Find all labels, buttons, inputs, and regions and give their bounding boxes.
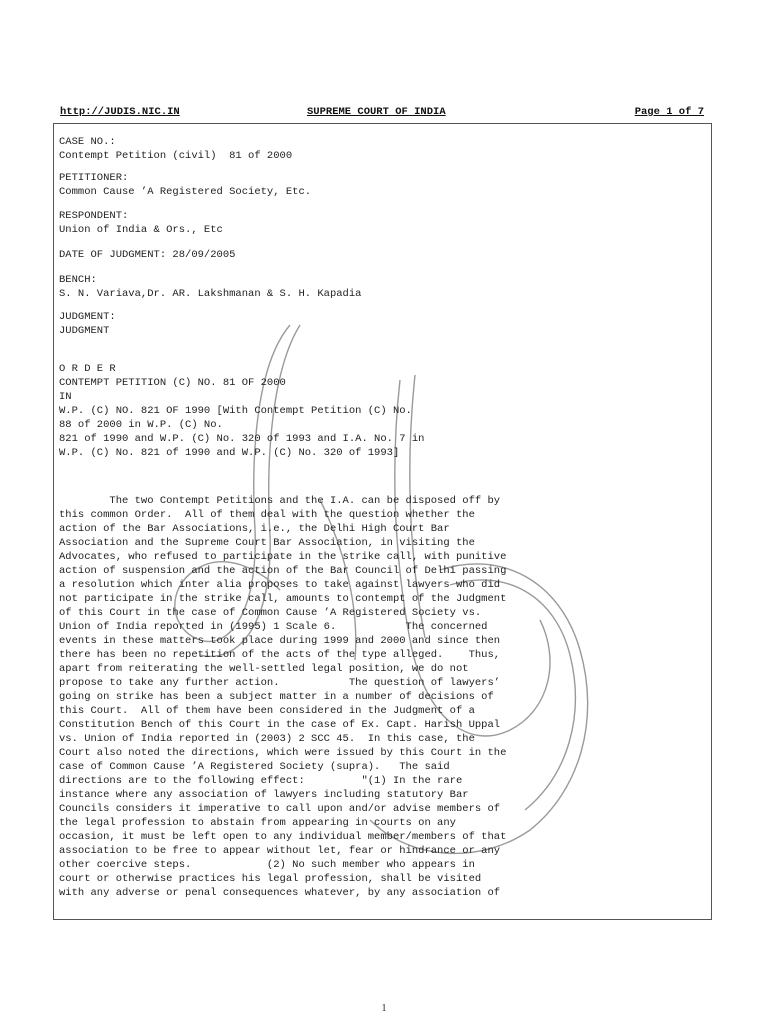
petitioner-label: PETITIONER:: [59, 172, 129, 184]
judgment-value: JUDGMENT: [59, 325, 110, 337]
body-line: apart from reiterating the well-settled legal position, we do not: [59, 663, 469, 675]
body-line: action of the Bar Associations, i.e., the Delhi High Court Bar: [59, 523, 450, 535]
body-line: directions are to the following effect: "(1) In the rare: [59, 775, 463, 787]
respondent-value: Union of India & Ors., Etc: [59, 224, 223, 236]
body-line: the legal profession to abstain from appearing in courts on any: [59, 817, 456, 829]
body-line: court or otherwise practices his legal profession, shall be visited: [59, 873, 482, 885]
body-line: Councils considers it imperative to call upon and/or advise members of: [59, 803, 501, 815]
body-line: action of suspension and the action of the Bar Council of Delhi passing: [59, 565, 507, 577]
footer-page-number: 1: [381, 1003, 387, 1014]
body-line: Union of India reported in (1995) 1 Scale 6. The concerned: [59, 621, 488, 633]
body-line: this common Order. All of them deal with the question whether the: [59, 509, 475, 521]
case-number-value: Contempt Petition (civil) 81 of 2000: [59, 150, 293, 162]
header-page-indicator: Page 1 of 7: [634, 106, 704, 118]
order-line: CONTEMPT PETITION (C) NO. 81 OF 2000: [59, 377, 286, 389]
body-line: occasion, it must be left open to any individual member/members of that: [59, 831, 507, 843]
body-line: other coercive steps. (2) No such member who appears in: [59, 859, 475, 871]
body-line: this Court. All of them have been considered in the Judgment of a: [59, 705, 475, 717]
body-line: going on strike has been a subject matter in a number of decisions of: [59, 691, 494, 703]
body-line: events in these matters took place during 1999 and 2000 and since then: [59, 635, 501, 647]
body-line: not participate in the strike call, amounts to contempt of the Judgment: [59, 593, 507, 605]
page-header: [60, 106, 704, 120]
body-line: there has been no repetition of the acts of the type alleged. Thus,: [59, 649, 501, 661]
header-court-name: SUPREME COURT OF INDIA: [307, 106, 446, 118]
order-line: W.P. (C) No. 821 of 1990 and W.P. (C) No. 320 of 1993]: [59, 447, 400, 459]
bench-label: BENCH:: [59, 274, 97, 286]
order-line: O R D E R: [59, 363, 116, 375]
date-of-judgment: DATE OF JUDGMENT: 28/09/2005: [59, 249, 236, 261]
bench-value: S. N. Variava,Dr. AR. Lakshmanan & S. H. Kapadia: [59, 288, 362, 300]
body-line: propose to take any further action. The question of lawyers’: [59, 677, 501, 689]
body-line: Association and the Supreme Court Bar Association, in visiting the: [59, 537, 475, 549]
body-line: instance where any association of lawyers including statutory Bar: [59, 789, 469, 801]
order-line: 88 of 2000 in W.P. (C) No.: [59, 419, 223, 431]
body-line: of this Court in the case of Common Cause ’A Registered Society vs.: [59, 607, 482, 619]
header-url[interactable]: http://JUDIS.NIC.IN: [60, 106, 180, 118]
body-line: The two Contempt Petitions and the I.A. can be disposed off by: [59, 495, 501, 507]
body-line: a resolution which inter alia proposes to take against lawyers who did: [59, 579, 501, 591]
body-line: vs. Union of India reported in (2003) 2 SCC 45. In this case, the: [59, 733, 475, 745]
case-number-label: CASE NO.:: [59, 136, 116, 148]
body-line: association to be free to appear without let, fear or hindrance or any: [59, 845, 501, 857]
body-line: with any adverse or penal consequences whatever, by any association of: [59, 887, 501, 899]
judgment-label: JUDGMENT:: [59, 311, 116, 323]
order-line: 821 of 1990 and W.P. (C) No. 320 of 1993 and I.A. No. 7 in: [59, 433, 425, 445]
respondent-label: RESPONDENT:: [59, 210, 129, 222]
order-line: IN: [59, 391, 72, 403]
body-line: Court also noted the directions, which were issued by this Court in the: [59, 747, 507, 759]
petitioner-value: Common Cause ’A Registered Society, Etc.: [59, 186, 312, 198]
body-line: Constitution Bench of this Court in the case of Ex. Capt. Harish Uppal: [59, 719, 501, 731]
body-line: Advocates, who refused to participate in the strike call, with punitive: [59, 551, 507, 563]
body-line: case of Common Cause ’A Registered Society (supra). The said: [59, 761, 450, 773]
order-line: W.P. (C) NO. 821 OF 1990 [With Contempt Petition (C) No.: [59, 405, 412, 417]
